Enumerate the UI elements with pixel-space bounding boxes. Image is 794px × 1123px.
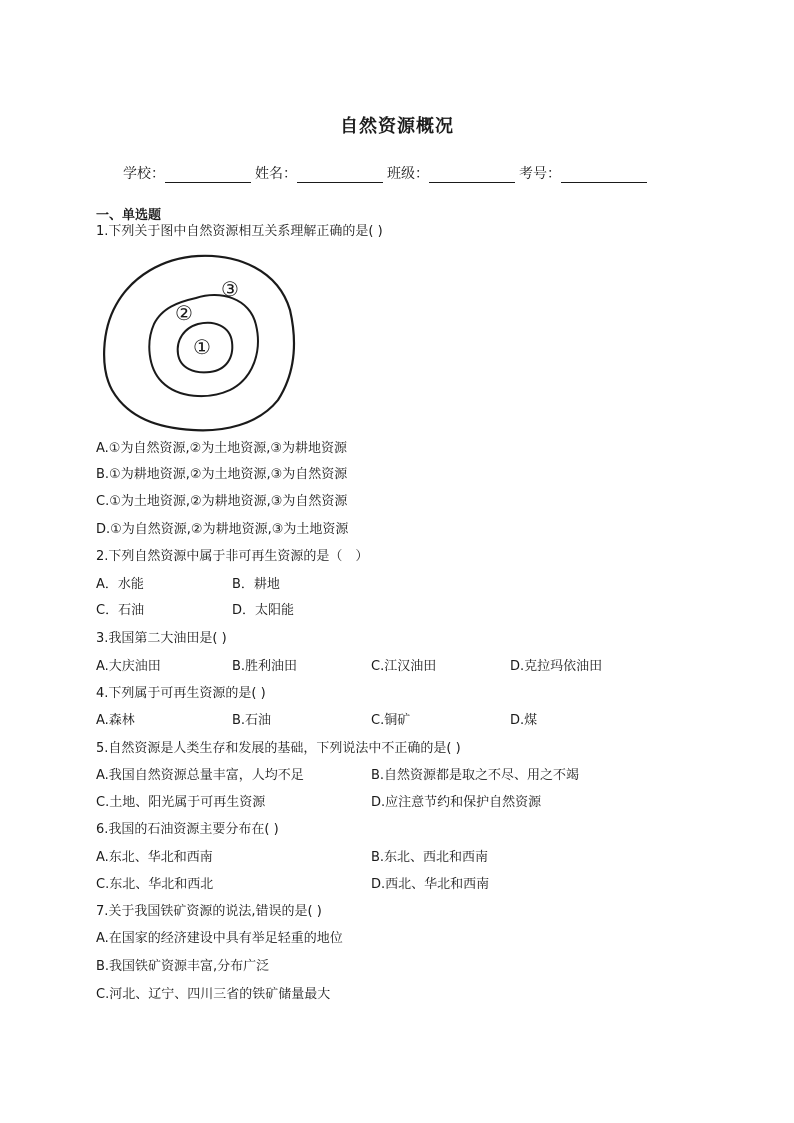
question-2-option-b[interactable]: B．耕地 [232, 577, 280, 592]
class-label: 班级： [387, 166, 429, 182]
question-2-option-d[interactable]: D．太阳能 [232, 603, 295, 618]
question-5-option-a[interactable]: A.我国自然资源总量丰富，人均不足 [96, 768, 304, 783]
nested-resources-diagram [98, 250, 298, 436]
figure-label-1: ① [193, 335, 211, 359]
page-title: 自然资源概况 [340, 116, 454, 137]
question-4-option-c[interactable]: C.铜矿 [371, 713, 411, 728]
question-5-stem: 5.自然资源是人类生存和发展的基础，下列说法中不正确的是( ) [96, 741, 461, 756]
figure-label-2: ② [175, 301, 193, 325]
question-1-option-b[interactable]: B.①为耕地资源,②为土地资源,③为自然资源 [96, 467, 348, 482]
question-2-option-a[interactable]: A．水能 [96, 577, 144, 592]
name-field[interactable] [297, 165, 383, 183]
class-field[interactable] [429, 165, 515, 183]
question-6-option-d[interactable]: D.西北、华北和西南 [371, 877, 490, 892]
question-1-option-c[interactable]: C.①为土地资源,②为耕地资源,③为自然资源 [96, 494, 348, 509]
question-3-option-c[interactable]: C.江汉油田 [371, 659, 437, 674]
question-7-option-a[interactable]: A.在国家的经济建设中具有举足轻重的地位 [96, 931, 343, 946]
question-1-option-a[interactable]: A.①为自然资源,②为土地资源,③为耕地资源 [96, 441, 348, 456]
exam-no-field[interactable] [561, 165, 647, 183]
question-7-option-c[interactable]: C.河北、辽宁、四川三省的铁矿储量最大 [96, 987, 331, 1002]
question-2-option-c[interactable]: C．石油 [96, 603, 145, 618]
question-4-option-d[interactable]: D.煤 [510, 713, 538, 728]
question-6-option-a[interactable]: A.东北、华北和西南 [96, 850, 213, 865]
exam-no-label: 考号： [519, 166, 561, 182]
question-3-option-a[interactable]: A.大庆油田 [96, 659, 161, 674]
name-label: 姓名： [255, 166, 297, 182]
question-6-option-c[interactable]: C.东北、华北和西北 [96, 877, 214, 892]
school-label: 学校： [123, 166, 165, 182]
question-3-option-d[interactable]: D.克拉玛依油田 [510, 659, 603, 674]
figure-label-3: ③ [221, 277, 239, 301]
question-3-option-b[interactable]: B.胜利油田 [232, 659, 298, 674]
question-1-option-d[interactable]: D.①为自然资源,②为耕地资源,③为土地资源 [96, 522, 349, 537]
question-4-option-b[interactable]: B.石油 [232, 713, 272, 728]
question-5-option-c[interactable]: C.土地、阳光属于可再生资源 [96, 795, 266, 810]
question-5-option-b[interactable]: B.自然资源都是取之不尽、用之不竭 [371, 768, 580, 783]
question-2-stem: 2.下列自然资源中属于非可再生资源的是（ ） [96, 549, 369, 564]
student-info-row [123, 163, 651, 183]
question-7-option-b[interactable]: B.我国铁矿资源丰富,分布广泛 [96, 959, 270, 974]
school-field[interactable] [165, 165, 251, 183]
question-3-stem: 3.我国第二大油田是( ) [96, 631, 227, 646]
question-6-stem: 6.我国的石油资源主要分布在( ) [96, 822, 279, 837]
question-4-stem: 4.下列属于可再生资源的是( ) [96, 686, 266, 701]
question-7-stem: 7.关于我国铁矿资源的说法,错误的是( ) [96, 904, 322, 919]
section-heading: 一、单选题 [96, 208, 162, 223]
question-6-option-b[interactable]: B.东北、西北和西南 [371, 850, 489, 865]
question-4-option-a[interactable]: A.森林 [96, 713, 135, 728]
question-5-option-d[interactable]: D.应注意节约和保护自然资源 [371, 795, 542, 810]
question-1-stem: 1.下列关于图中自然资源相互关系理解正确的是( ) [96, 224, 383, 239]
